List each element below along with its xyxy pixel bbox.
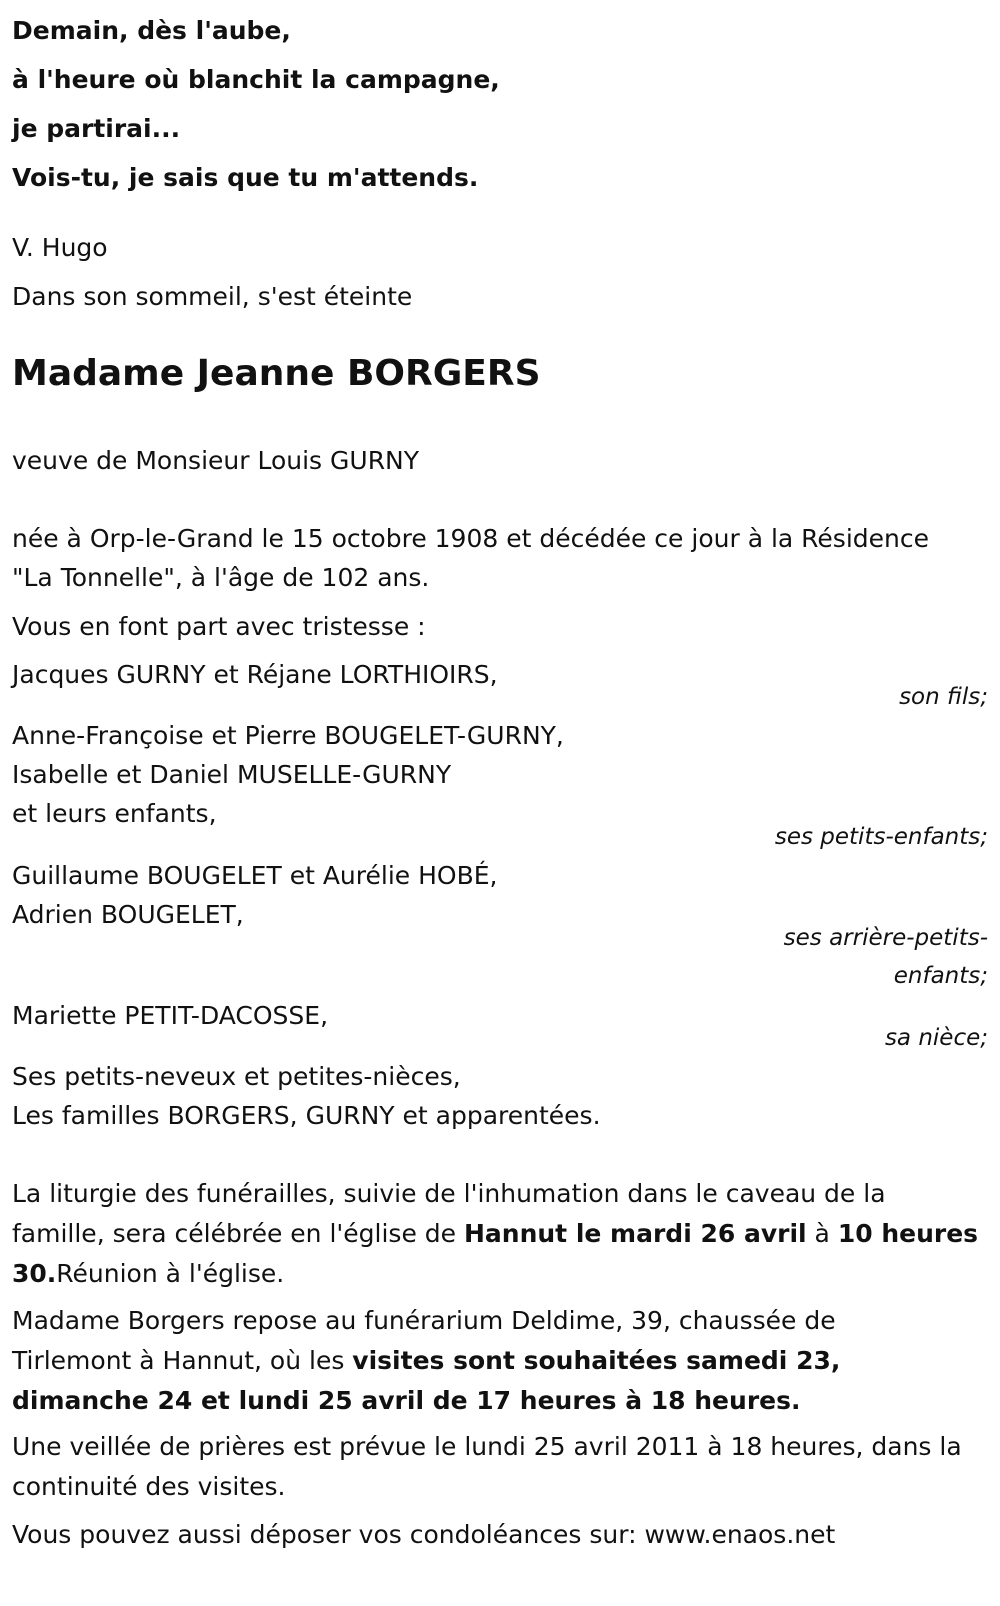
condolences-line: Vous pouvez aussi déposer vos condoléances sur: www.enaos.net (12, 1520, 836, 1549)
funeral-time: 10 heures (837, 1219, 979, 1248)
announce-line: Vous en font part avec tristesse : (12, 612, 426, 641)
relation-label: sa nièce; (884, 1025, 988, 1051)
funeral-text: à (806, 1219, 838, 1248)
family-others: Les familles BORGERS, GURNY et apparentées. (12, 1101, 601, 1130)
relation-label: ses petits-enfants; (774, 824, 988, 850)
vigil-paragraph (12, 1427, 988, 1507)
family-niece: Mariette PETIT-DACOSSE, (12, 1001, 329, 1030)
rest-text: Tirlemont à Hannut, où les (12, 1346, 353, 1375)
family-son: Jacques GURNY et Réjane LORTHIOIRS, (12, 660, 498, 689)
poem-line: je partirai... (12, 114, 181, 143)
funeral-line: La liturgie des funérailles, suivie de l'inhumation dans le caveau de la (12, 1179, 886, 1208)
family-grandchild: Isabelle et Daniel MUSELLE-GURNY (12, 760, 452, 789)
family-grandchild: Anne-Françoise et Pierre BOUGELET-GURNY, (12, 721, 564, 750)
vigil-line: Une veillée de prières est prévue le lundi 25 avril 2011 à 18 heures, dans la (12, 1432, 962, 1461)
funeral-paragraph (12, 1174, 988, 1294)
poem-author: V. Hugo (12, 233, 108, 262)
poem-line: Vois-tu, je sais que tu m'attends. (12, 163, 479, 192)
funeral-line (12, 1214, 988, 1254)
intro-text: Dans son sommeil, s'est éteinte (12, 282, 413, 311)
family-great-grandchild: Adrien BOUGELET, (12, 900, 244, 929)
relation-label: ses arrière-petits- (783, 925, 988, 951)
funeral-text: Réunion à l'église. (56, 1259, 285, 1288)
visit-times: dimanche 24 et lundi 25 avril de 17 heures à 18 heures. (12, 1386, 801, 1415)
widow-line: veuve de Monsieur Louis GURNY (12, 446, 420, 475)
family-great-grandchild: Guillaume BOUGELET et Aurélie HOBÉ, (12, 861, 498, 890)
rest-paragraph (12, 1301, 988, 1421)
rest-line (12, 1341, 988, 1381)
deceased-name: Madame Jeanne BORGERS (12, 353, 541, 394)
funeral-time: 30. (12, 1259, 57, 1288)
visit-times: visites sont souhaitées samedi 23, (352, 1346, 841, 1375)
relation-label: son fils; (899, 684, 988, 710)
birth-line: "La Tonnelle", à l'âge de 102 ans. (12, 563, 430, 592)
poem-line: Demain, dès l'aube, (12, 16, 291, 45)
family-grandchild: et leurs enfants, (12, 799, 217, 828)
rest-line: Madame Borgers repose au funérarium Deldime, 39, chaussée de (12, 1306, 836, 1335)
funeral-place-date: Hannut le mardi 26 avril (463, 1219, 807, 1248)
family-others: Ses petits-neveux et petites-nièces, (12, 1062, 461, 1091)
poem-line: à l'heure où blanchit la campagne, (12, 65, 500, 94)
birth-line: née à Orp-le-Grand le 15 octobre 1908 et décédée ce jour à la Résidence (12, 524, 929, 553)
relation-label: enfants; (893, 963, 988, 989)
vigil-line: continuité des visites. (12, 1472, 286, 1501)
funeral-text: famille, sera célébrée en l'église de (12, 1219, 464, 1248)
funeral-line (12, 1254, 988, 1294)
poem (12, 6, 500, 202)
